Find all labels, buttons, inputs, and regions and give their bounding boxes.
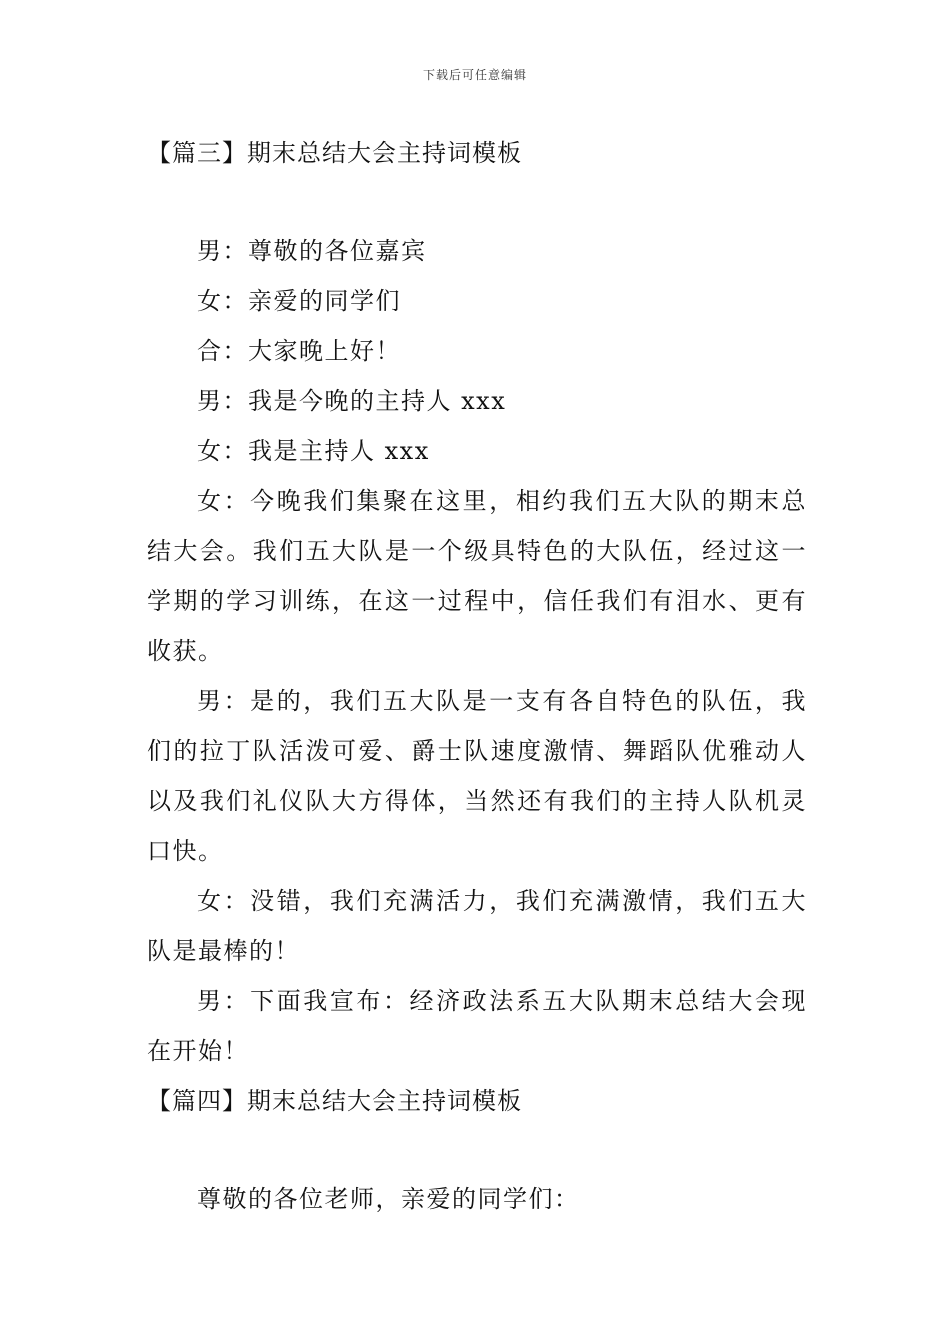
paragraph: 男：尊敬的各位嘉宾 xyxy=(197,237,427,265)
paragraph: 女：没错，我们充满活力，我们充满激情，我们五大队是最棒的！ xyxy=(147,887,807,965)
paragraph: 男：下面我宣布：经济政法系五大队期末总结大会现在开始！ xyxy=(147,987,807,1065)
paragraph: 男：我是今晚的主持人 xxx xyxy=(197,387,507,415)
section4-heading: 【篇四】期末总结大会主持词模板 xyxy=(147,1087,522,1115)
spacer xyxy=(147,178,807,226)
paragraph: 男：是的，我们五大队是一支有各自特色的队伍，我们的拉丁队活泼可爱、爵士队速度激情、舞蹈队优雅动人以及我们礼仪队大方得体，当然还有我们的主持人队机灵口快。 xyxy=(147,687,807,865)
header-note: 下载后可任意编辑 xyxy=(422,68,527,82)
paragraph: 女：亲爱的同学们 xyxy=(197,287,401,315)
spacer xyxy=(147,1126,807,1174)
paragraph: 女：今晚我们集聚在这里，相约我们五大队的期末总结大会。我们五大队是一个级具特色的大队伍，经过这一学期的学习训练，在这一过程中，信任我们有泪水、更有收获。 xyxy=(147,487,807,665)
paragraph: 合：大家晚上好！ xyxy=(197,337,401,365)
section3-heading: 【篇三】期末总结大会主持词模板 xyxy=(147,139,522,167)
document-body xyxy=(147,128,807,1224)
paragraph: 女：我是主持人 xxx xyxy=(197,437,430,465)
paragraph: 尊敬的各位老师，亲爱的同学们： xyxy=(197,1185,580,1213)
